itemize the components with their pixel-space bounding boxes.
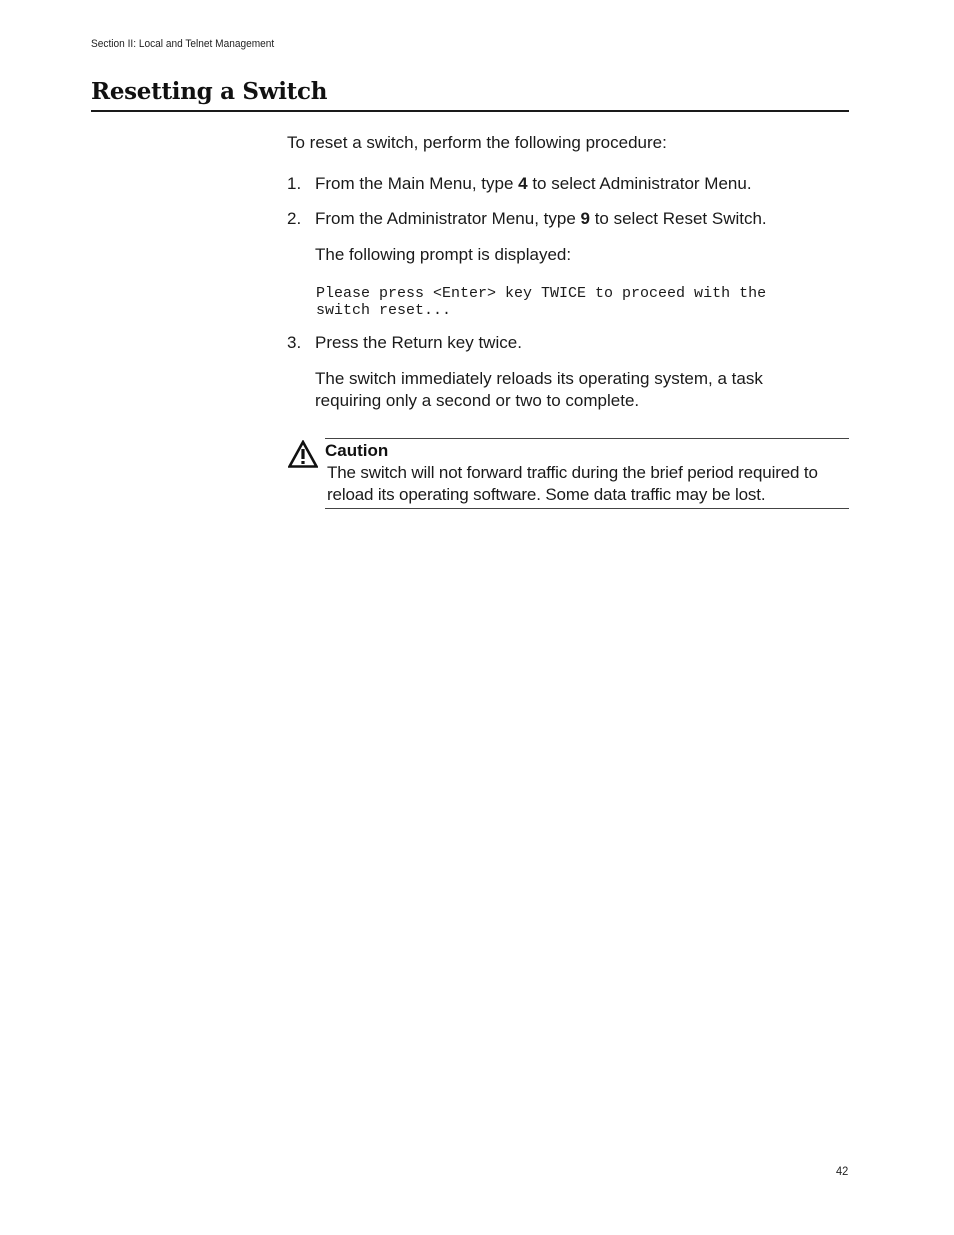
caution-note bbox=[325, 438, 849, 509]
caution-line: reload its operating software. Some data traffic may be lost. bbox=[327, 485, 766, 504]
prompt-intro: The following prompt is displayed: bbox=[315, 245, 572, 264]
step-number: 2. bbox=[287, 209, 302, 228]
step-text bbox=[315, 174, 752, 194]
step-text bbox=[315, 209, 767, 229]
step-text-after: to select Reset Switch. bbox=[589, 209, 767, 228]
caution-title: Caution bbox=[325, 441, 389, 460]
page-title: Resetting a Switch bbox=[91, 78, 328, 105]
caution-text bbox=[327, 462, 818, 506]
code-line: switch reset... bbox=[316, 302, 452, 319]
step-key: 9 bbox=[580, 209, 590, 228]
code-block bbox=[316, 285, 766, 319]
warning-triangle-icon bbox=[288, 440, 318, 468]
step-text-before: From the Administrator Menu, type bbox=[315, 209, 581, 228]
page-number: 42 bbox=[836, 1164, 849, 1178]
section-heading bbox=[91, 76, 849, 112]
result-line: The switch immediately reloads its operating system, a task bbox=[315, 369, 763, 388]
result-line: requiring only a second or two to complete. bbox=[315, 391, 640, 410]
step-key: 4 bbox=[518, 174, 528, 193]
running-head: Section II: Local and Telnet Management bbox=[91, 38, 275, 50]
step-text: Press the Return key twice. bbox=[315, 333, 522, 352]
result-paragraph bbox=[315, 368, 763, 412]
caution-line: The switch will not forward traffic during the brief period required to bbox=[327, 463, 818, 482]
code-line: Please press <Enter> key TWICE to proceed with the bbox=[316, 285, 767, 302]
intro-paragraph: To reset a switch, perform the following procedure: bbox=[287, 133, 667, 152]
step-text-before: From the Main Menu, type bbox=[315, 174, 519, 193]
step-number: 3. bbox=[287, 333, 302, 352]
step-text-after: to select Administrator Menu. bbox=[527, 174, 752, 193]
step-number: 1. bbox=[287, 174, 302, 193]
